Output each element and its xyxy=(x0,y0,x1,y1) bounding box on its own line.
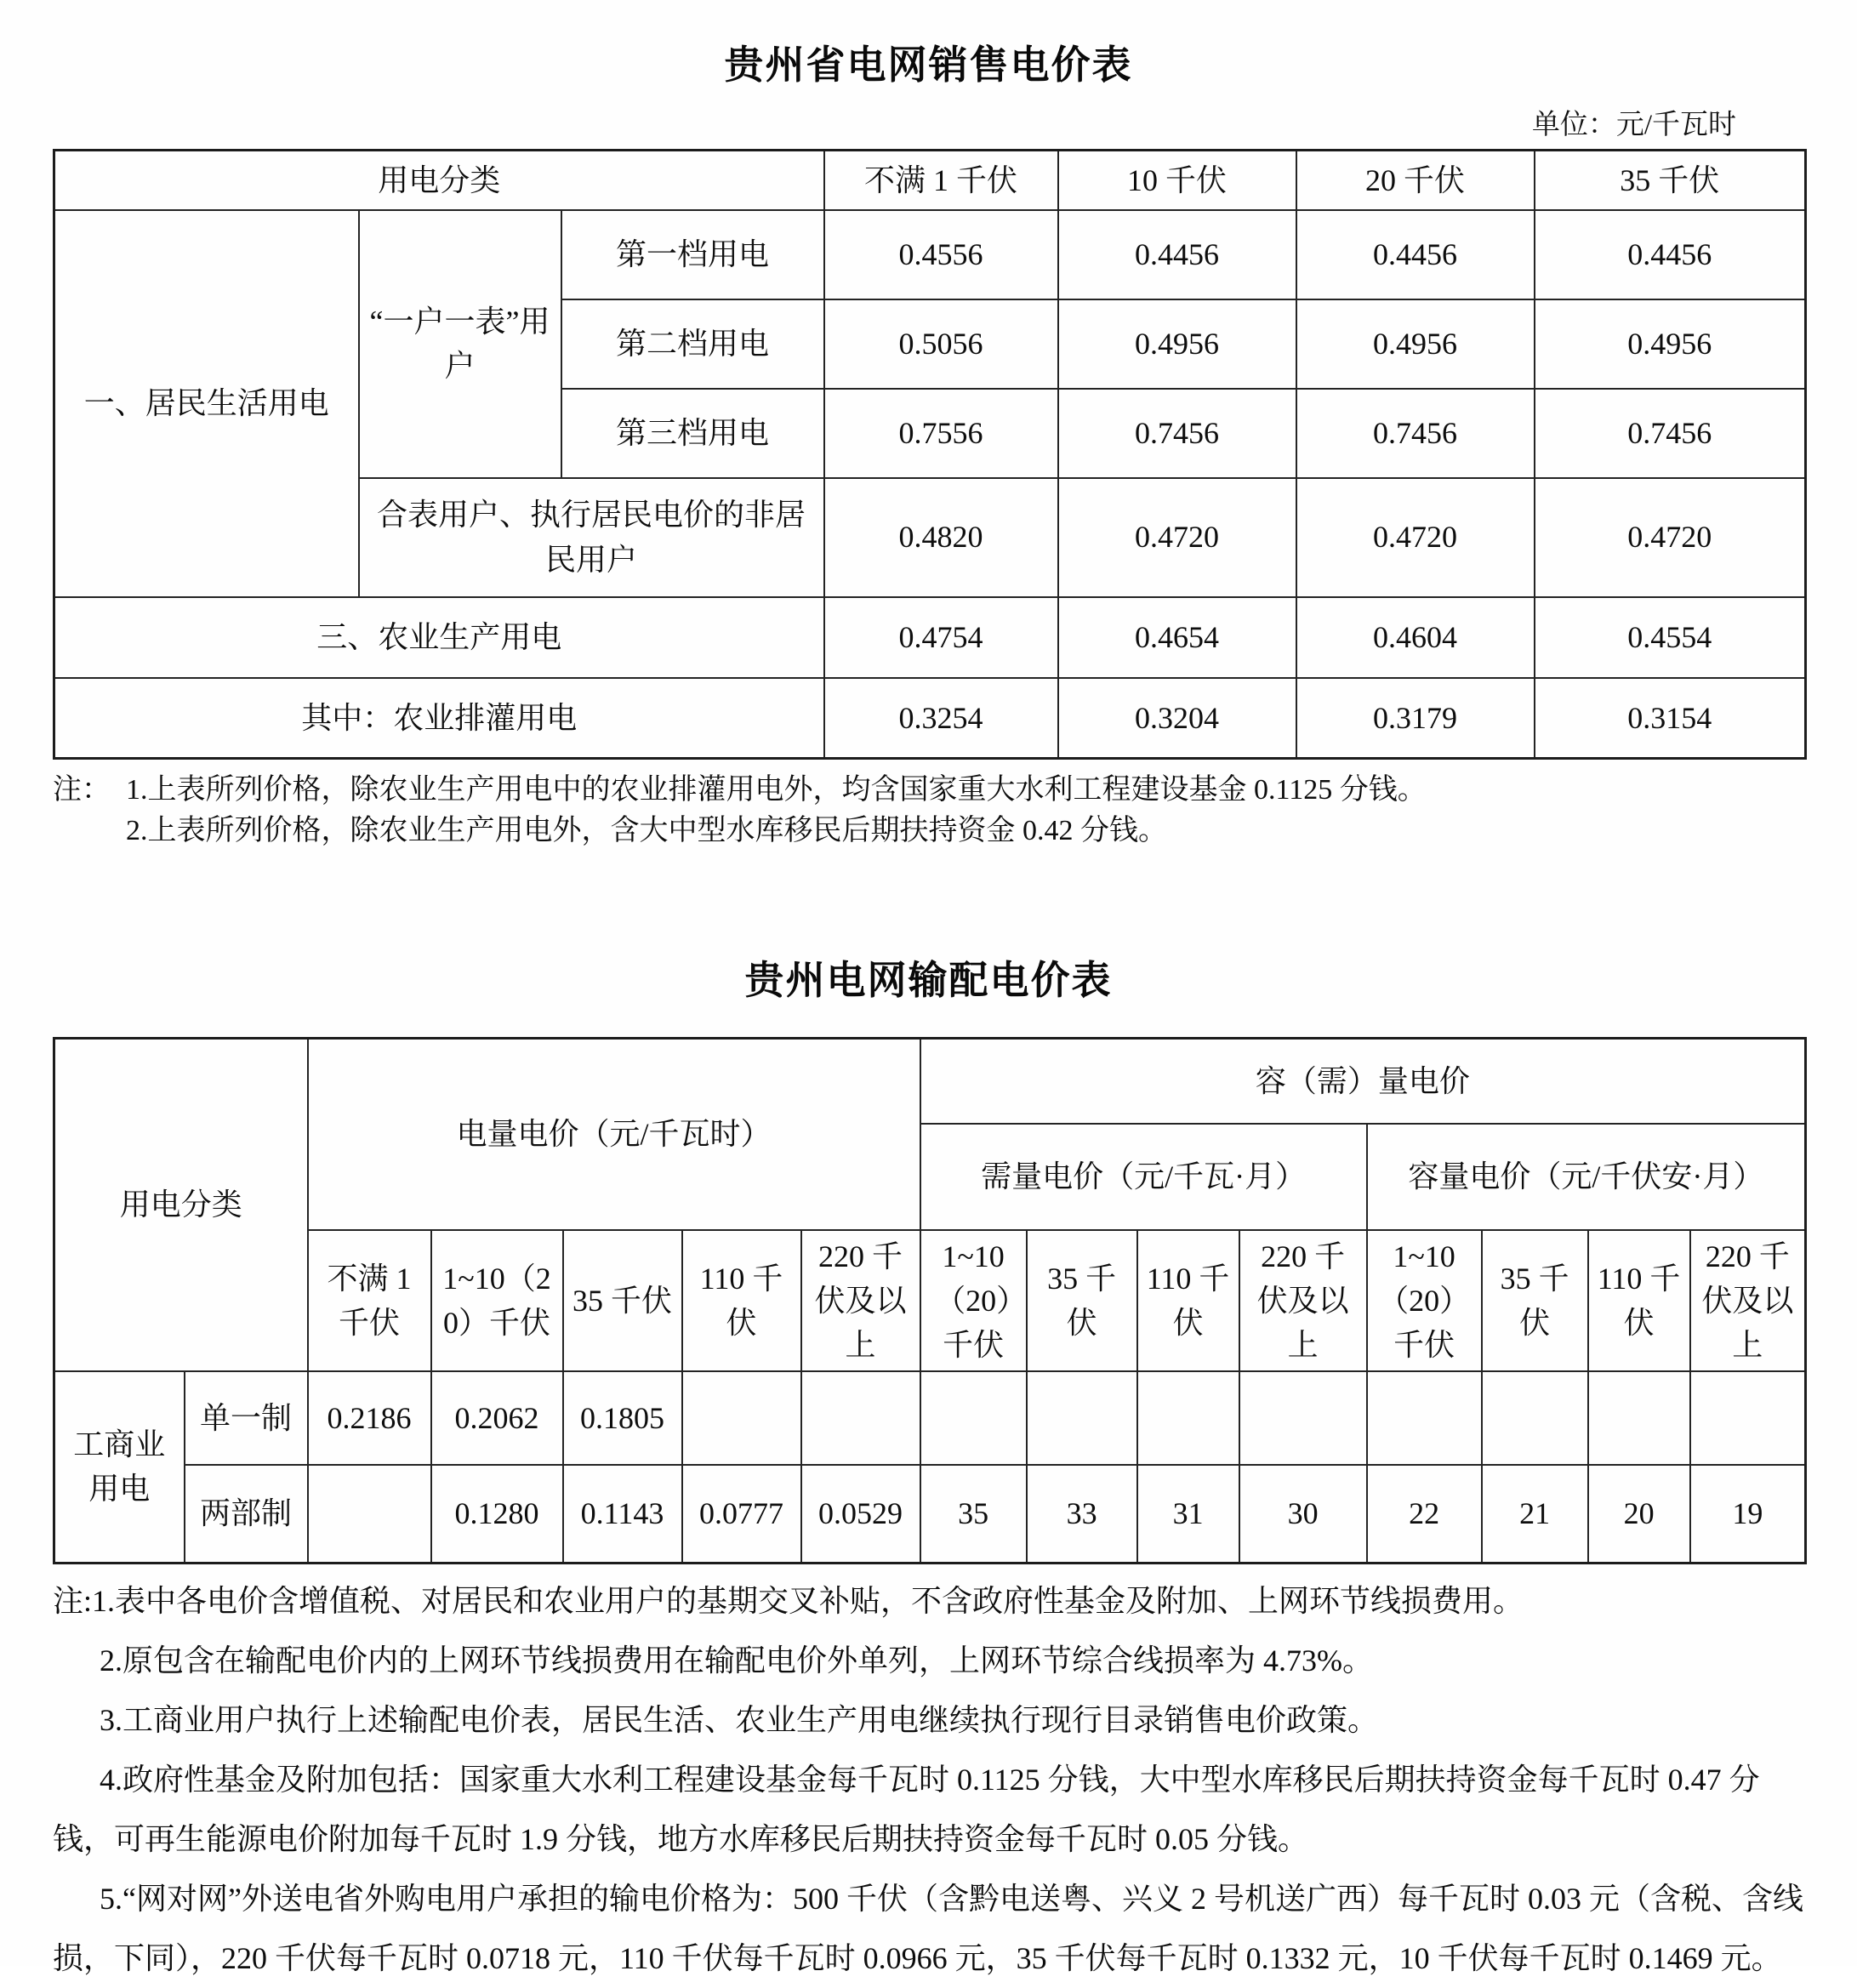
table2-note-3: 3.工商业用户执行上述输配电价表，居民生活、农业生产用电继续执行现行目录销售电价政策。 xyxy=(100,1702,1379,1737)
price-cell: 0.5056 xyxy=(824,299,1058,389)
price-cell: 0.4956 xyxy=(1535,299,1806,389)
t2-energy-col-110kv: 110 千伏 xyxy=(682,1230,801,1372)
t2-demand-col-35kv: 35 千伏 xyxy=(1027,1230,1137,1372)
price-cell xyxy=(308,1465,431,1563)
price-cell: 0.7456 xyxy=(1296,389,1535,478)
table1-notes xyxy=(53,770,1804,852)
t1-header-row xyxy=(54,151,1806,210)
price-cell: 0.7456 xyxy=(1535,389,1806,478)
table1-title: 贵州省电网销售电价表 xyxy=(724,43,1133,87)
price-cell xyxy=(682,1371,801,1465)
t2-demand-price-group-header: 需量电价（元/千瓦·月） xyxy=(920,1124,1367,1230)
notes-prefix: 注： xyxy=(53,774,111,806)
price-cell xyxy=(1588,1371,1690,1465)
price-cell: 0.4554 xyxy=(1535,597,1806,678)
t1-header-20kv: 20 千伏 xyxy=(1296,151,1535,210)
t2-demand-col-1-10kv: 1~10（20）千伏 xyxy=(920,1230,1027,1372)
t1-agriculture-label: 三、农业生产用电 xyxy=(54,597,824,678)
t2-demand-col-110kv: 110 千伏 xyxy=(1137,1230,1239,1372)
table2-note-4: 4.政府性基金及附加包括：国家重大水利工程建设基金每千瓦时 0.1125 分钱，大中型水库移民后期扶持资金每千瓦时 0.47 分钱，可再生能源电价附加每千瓦时 1.9 分钱，地方水库移民后期扶持资金每千瓦时 0.05 分钱。 xyxy=(53,1762,1760,1856)
price-cell xyxy=(801,1371,920,1465)
t1-combined-meter-label: 合表用户、执行居民电价的非居民用户 xyxy=(359,478,824,597)
price-cell: 31 xyxy=(1137,1465,1239,1563)
price-cell: 0.7456 xyxy=(1058,389,1296,478)
t1-header-10kv: 10 千伏 xyxy=(1058,151,1296,210)
price-cell: 0.4456 xyxy=(1296,210,1535,299)
price-cell: 0.4956 xyxy=(1058,299,1296,389)
price-cell: 0.1143 xyxy=(563,1465,682,1563)
t2-row-two-part xyxy=(54,1465,1806,1563)
price-cell xyxy=(920,1371,1027,1465)
price-cell: 0.4456 xyxy=(1058,210,1296,299)
t1-classification-header: 用电分类 xyxy=(54,151,824,210)
price-cell: 0.2186 xyxy=(308,1371,431,1465)
price-cell: 33 xyxy=(1027,1465,1137,1563)
table2-note-2: 2.原包含在输配电价内的上网环节线损费用在输配电价外单列，上网环节综合线损率为 4.73%。 xyxy=(100,1643,1373,1678)
table1-notes-body xyxy=(126,770,1427,852)
price-cell: 0.4604 xyxy=(1296,597,1535,678)
price-cell xyxy=(1137,1371,1239,1465)
t2-header-row-3 xyxy=(54,1230,1806,1372)
t2-two-part-label: 两部制 xyxy=(185,1465,308,1563)
price-cell: 19 xyxy=(1690,1465,1806,1563)
price-cell: 0.4456 xyxy=(1535,210,1806,299)
table2-note-1: 注:1.表中各电价含增值税、对居民和农业用户的基期交叉补贴，不含政府性基金及附加、上网环节线损费用。 xyxy=(53,1583,1524,1618)
price-cell: 0.1805 xyxy=(563,1371,682,1465)
price-cell: 20 xyxy=(1588,1465,1690,1563)
price-cell: 22 xyxy=(1367,1465,1482,1563)
sales-price-table xyxy=(53,149,1807,760)
price-cell: 21 xyxy=(1482,1465,1588,1563)
t2-capacity-col-35kv: 35 千伏 xyxy=(1482,1230,1588,1372)
t2-single-system-label: 单一制 xyxy=(185,1371,308,1465)
price-cell: 0.4956 xyxy=(1296,299,1535,389)
price-cell: 0.7556 xyxy=(824,389,1058,478)
price-cell xyxy=(1027,1371,1137,1465)
t2-energy-col-lt1kv: 不满 1 千伏 xyxy=(308,1230,431,1372)
t1-residential-group-label: 一、居民生活用电 xyxy=(54,210,359,597)
t2-energy-price-group-header: 电量电价（元/千瓦时） xyxy=(308,1039,920,1230)
price-cell: 0.4820 xyxy=(824,478,1058,597)
price-cell: 30 xyxy=(1239,1465,1367,1563)
t2-capacity-col-1-10kv: 1~10（20）千伏 xyxy=(1367,1230,1482,1372)
price-cell: 0.3154 xyxy=(1535,678,1806,759)
price-cell xyxy=(1367,1371,1482,1465)
t2-row-single-system xyxy=(54,1371,1806,1465)
t2-energy-col-1-10kv: 1~10（20）千伏 xyxy=(431,1230,563,1372)
table2-title: 贵州电网输配电价表 xyxy=(744,958,1113,1002)
price-cell: 0.4720 xyxy=(1058,478,1296,597)
price-cell: 0.4556 xyxy=(824,210,1058,299)
table1-note-1: 1.上表所列价格，除农业生产用电中的农业排灌用电外，均含国家重大水利工程建设基金 0.1125 分钱。 xyxy=(126,774,1427,806)
t2-header-row-1 xyxy=(54,1039,1806,1124)
t2-demand-col-220kv: 220 千伏及以上 xyxy=(1239,1230,1367,1372)
price-cell: 0.3179 xyxy=(1296,678,1535,759)
t2-classification-header: 用电分类 xyxy=(54,1039,308,1372)
table2-note-5: 5.“网对网”外送电省外购电用户承担的输电价格为：500 千伏（含黔电送粤、兴义 2 号机送广西）每千瓦时 0.03 元（含税、含线损，下同），220 千伏每千瓦时 0.0718 元，110 千伏每千瓦时 0.0966 元，35 千伏每千瓦时 0.1332 元，10 千伏每千瓦时 0.1469 元。 xyxy=(53,1881,1803,1975)
t1-row-tier1 xyxy=(54,210,1806,299)
price-cell: 35 xyxy=(920,1465,1027,1563)
t1-tier3-label: 第三档用电 xyxy=(561,389,824,478)
unit-label: 单位：元/千瓦时 xyxy=(1531,110,1736,140)
t1-header-35kv: 35 千伏 xyxy=(1535,151,1806,210)
price-cell: 0.1280 xyxy=(431,1465,563,1563)
price-cell: 0.4754 xyxy=(824,597,1058,678)
t1-row-irrigation xyxy=(54,678,1806,759)
price-cell: 0.4720 xyxy=(1535,478,1806,597)
t1-header-lt1kv: 不满 1 千伏 xyxy=(824,151,1058,210)
t2-capacity-col-220kv: 220 千伏及以上 xyxy=(1690,1230,1806,1372)
t1-irrigation-label: 其中：农业排灌用电 xyxy=(54,678,824,759)
price-cell xyxy=(1482,1371,1588,1465)
price-cell: 0.0529 xyxy=(801,1465,920,1563)
price-cell: 0.4654 xyxy=(1058,597,1296,678)
price-cell xyxy=(1690,1371,1806,1465)
t2-industry-group-label: 工商业用电 xyxy=(54,1371,185,1563)
price-cell xyxy=(1239,1371,1367,1465)
t1-tier2-label: 第二档用电 xyxy=(561,299,824,389)
price-cell: 0.4720 xyxy=(1296,478,1535,597)
t2-energy-col-35kv: 35 千伏 xyxy=(563,1230,682,1372)
t1-tier1-label: 第一档用电 xyxy=(561,210,824,299)
t1-one-meter-group-label: “一户一表”用户 xyxy=(359,210,561,478)
transmission-price-table xyxy=(53,1037,1807,1564)
price-cell: 0.2062 xyxy=(431,1371,563,1465)
t2-capacity-price-group-header: 容量电价（元/千伏安·月） xyxy=(1367,1124,1806,1230)
t1-row-agriculture xyxy=(54,597,1806,678)
t2-capacity-demand-group-header: 容（需）量电价 xyxy=(920,1039,1806,1124)
price-cell: 0.0777 xyxy=(682,1465,801,1563)
table1-note-2: 2.上表所列价格，除农业生产用电外，含大中型水库移民后期扶持资金 0.42 分钱。 xyxy=(126,815,1167,846)
table2-notes xyxy=(53,1571,1804,1988)
price-cell: 0.3204 xyxy=(1058,678,1296,759)
price-cell: 0.3254 xyxy=(824,678,1058,759)
t2-capacity-col-110kv: 110 千伏 xyxy=(1588,1230,1690,1372)
t2-energy-col-220kv: 220 千伏及以上 xyxy=(801,1230,920,1372)
